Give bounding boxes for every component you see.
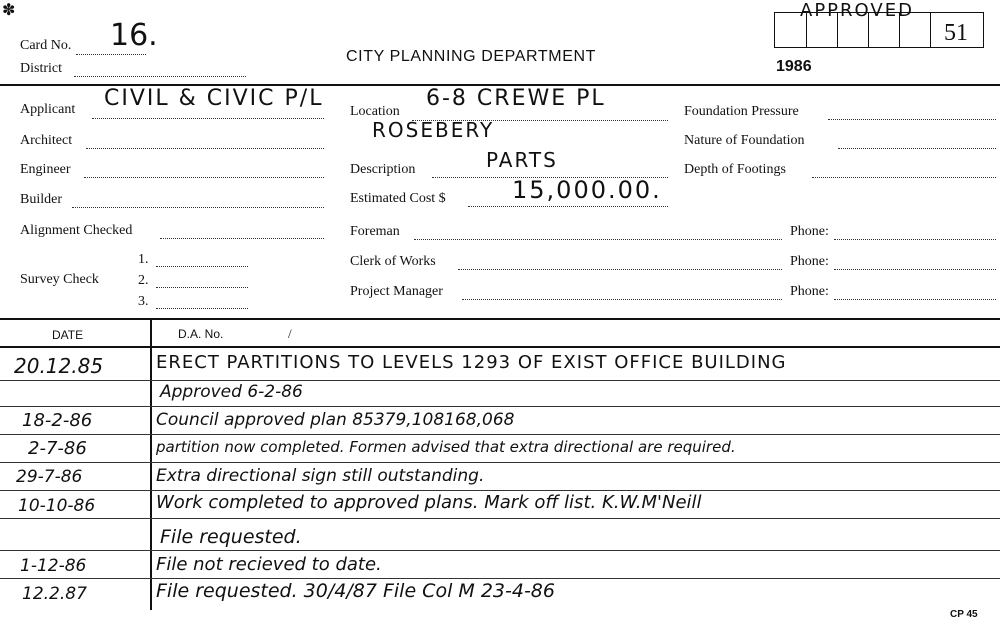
project-manager-label: Project Manager bbox=[350, 284, 443, 299]
log-text: Approved 6-2-86 bbox=[160, 382, 303, 402]
alignment-label: Alignment Checked bbox=[20, 223, 133, 238]
district-label: District bbox=[20, 61, 62, 76]
applicant-label: Applicant bbox=[20, 102, 76, 117]
da-number-header: D.A. No. bbox=[178, 327, 224, 341]
survey-check-label: Survey Check bbox=[20, 272, 99, 287]
description-label: Description bbox=[350, 162, 416, 177]
log-text: File requested. bbox=[160, 526, 302, 548]
manager-phone-label: Phone: bbox=[790, 284, 829, 299]
year: 1986 bbox=[776, 58, 812, 75]
card-no-value: 16. bbox=[110, 18, 158, 53]
log-text: Council approved plan 85379,108168,068 bbox=[156, 410, 515, 430]
log-text: Extra directional sign still outstanding. bbox=[156, 466, 485, 486]
depth-of-footings-label: Depth of Footings bbox=[684, 162, 786, 177]
location-value-line1: 6-8 CREWE PL bbox=[426, 86, 606, 111]
log-text: File requested. 30/4/87 File Col M 23-4-86 bbox=[156, 580, 555, 602]
location-label: Location bbox=[350, 104, 400, 119]
architect-label: Architect bbox=[20, 133, 73, 148]
nature-of-foundation-label: Nature of Foundation bbox=[684, 133, 805, 148]
date-column-header: DATE bbox=[52, 328, 84, 342]
log-text: File not recieved to date. bbox=[156, 554, 382, 575]
log-text: partition now completed. Formen advised that extra directional are required. bbox=[156, 438, 736, 456]
log-date: 2-7-86 bbox=[28, 438, 87, 459]
foundation-pressure-label: Foundation Pressure bbox=[684, 104, 799, 119]
card-no-label: Card No. bbox=[20, 38, 72, 53]
form-code: CP 45 bbox=[950, 609, 978, 620]
estimated-cost-label: Estimated Cost $ bbox=[350, 191, 446, 206]
corner-mark-icon: ✽ bbox=[2, 2, 16, 19]
survey-item-3: 3. bbox=[138, 294, 149, 309]
engineer-label: Engineer bbox=[20, 162, 71, 177]
foreman-phone-label: Phone: bbox=[790, 224, 829, 239]
log-text: ERECT PARTITIONS TO LEVELS 1293 OF EXIST OFFICE BUILDING bbox=[156, 352, 787, 373]
applicant-value: CIVIL & CIVIC P/L bbox=[104, 86, 324, 111]
department-title: CITY PLANNING DEPARTMENT bbox=[346, 48, 596, 65]
log-text: Work completed to approved plans. Mark off list. K.W.M'Neill bbox=[156, 492, 702, 513]
log-date: 20.12.85 bbox=[14, 354, 104, 378]
approved-number: 51 bbox=[944, 20, 968, 46]
survey-item-1: 1. bbox=[138, 252, 149, 267]
date-column-divider bbox=[150, 318, 152, 610]
log-date: 12.2.87 bbox=[22, 584, 87, 604]
survey-item-2: 2. bbox=[138, 273, 149, 288]
log-date: 1-12-86 bbox=[20, 556, 87, 576]
clerk-phone-label: Phone: bbox=[790, 254, 829, 269]
description-value: PARTS bbox=[486, 148, 558, 172]
da-number-value: / bbox=[288, 326, 292, 341]
foreman-label: Foreman bbox=[350, 224, 400, 239]
log-date: 29-7-86 bbox=[16, 467, 83, 487]
location-value-line2: ROSEBERY bbox=[372, 118, 495, 142]
log-date: 18-2-86 bbox=[22, 410, 93, 431]
estimated-cost-value: 15,000.00. bbox=[512, 176, 662, 204]
approved-stamp-text: APPROVED bbox=[800, 0, 914, 21]
log-date: 10-10-86 bbox=[18, 496, 96, 516]
builder-label: Builder bbox=[20, 192, 62, 207]
clerk-of-works-label: Clerk of Works bbox=[350, 254, 436, 269]
